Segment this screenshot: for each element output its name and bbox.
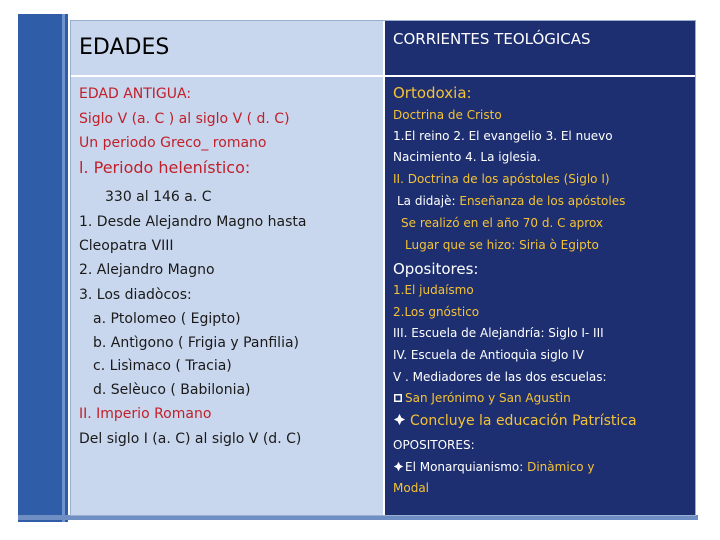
right-line (393, 413, 637, 429)
right-line: III. Escuela de Alejandría: Siglo I- III (393, 326, 604, 340)
right-line: IV. Escuela de Antioquìa siglo IV (393, 348, 584, 362)
diamond-bullet-icon (393, 413, 406, 426)
left-line: a. Ptolomeo ( Egipto) (93, 311, 241, 327)
right-line: Doctrina de Cristo (393, 108, 502, 122)
left-line: Del siglo I (a. C) al siglo V (d. C) (79, 431, 302, 447)
right-line: V . Mediadores de las dos escuelas: (393, 370, 607, 384)
left-line: 1. Desde Alejandro Magno hasta (79, 214, 307, 230)
left-line: 330 al 146 a. C (105, 189, 212, 205)
left-line: 3. Los diadòcos: (79, 287, 192, 303)
right-line: OPOSITORES: (393, 438, 475, 452)
right-line: Ortodoxia: (393, 84, 472, 102)
san-jeronimo-text: San Jerónimo y San Agustìn (405, 391, 571, 405)
left-column-cell (71, 77, 385, 515)
left-line: Un periodo Greco_ romano (79, 135, 267, 151)
right-line: Se realizó en el año 70 d. C aprox (401, 216, 604, 230)
header-corrientes-teologicas: CORRIENTES TEOLÓGICAS (393, 30, 591, 48)
didaje-value: Enseñanza de los apóstoles (459, 194, 626, 208)
right-line (397, 194, 625, 208)
content-table (70, 20, 696, 516)
right-line (393, 391, 571, 405)
header-cell-corrientes (385, 21, 695, 77)
right-line: 1.El reino 2. El evangelio 3. El nuevo (393, 129, 613, 143)
header-cell-edades (71, 21, 385, 77)
header-edades: EDADES (79, 35, 170, 60)
right-line: II. Doctrina de los apóstoles (Siglo I) (393, 172, 610, 186)
monarquianismo-value: Dinàmico y (527, 460, 595, 474)
monarquianismo-label: El Monarquianismo: (405, 460, 528, 474)
decorative-side-bar (18, 14, 68, 522)
left-line: b. Antìgono ( Frigia y Panfilia) (93, 335, 299, 351)
right-line: Opositores: (393, 260, 479, 278)
right-line (393, 460, 595, 474)
left-line: EDAD ANTIGUA: (79, 86, 192, 102)
diamond-bullet-icon (393, 461, 404, 472)
right-line: Modal (393, 481, 429, 495)
didaje-label: La didajè: (397, 194, 460, 208)
right-line: 1.El judaísmo (393, 283, 474, 297)
square-bullet-icon (393, 393, 403, 403)
left-line: II. Imperio Romano (79, 406, 212, 422)
concluye-text: Concluye la educación Patrística (410, 413, 637, 429)
right-line: 2.Los gnóstico (393, 305, 480, 319)
decorative-side-line (62, 14, 65, 522)
right-line: Lugar que se hizo: Siria ò Egipto (405, 238, 599, 252)
left-line: l. Periodo helenístico: (79, 158, 251, 177)
right-line: Nacimiento 4. La iglesia. (393, 150, 541, 164)
right-column-cell (385, 77, 695, 515)
left-line: Cleopatra VIII (79, 238, 174, 254)
left-line: Siglo V (a. C ) al siglo V ( d. C) (79, 111, 290, 127)
left-line: 2. Alejandro Magno (79, 262, 215, 278)
left-line: c. Lisìmaco ( Tracia) (93, 358, 232, 374)
left-line: d. Selèuco ( Babilonia) (93, 382, 251, 398)
